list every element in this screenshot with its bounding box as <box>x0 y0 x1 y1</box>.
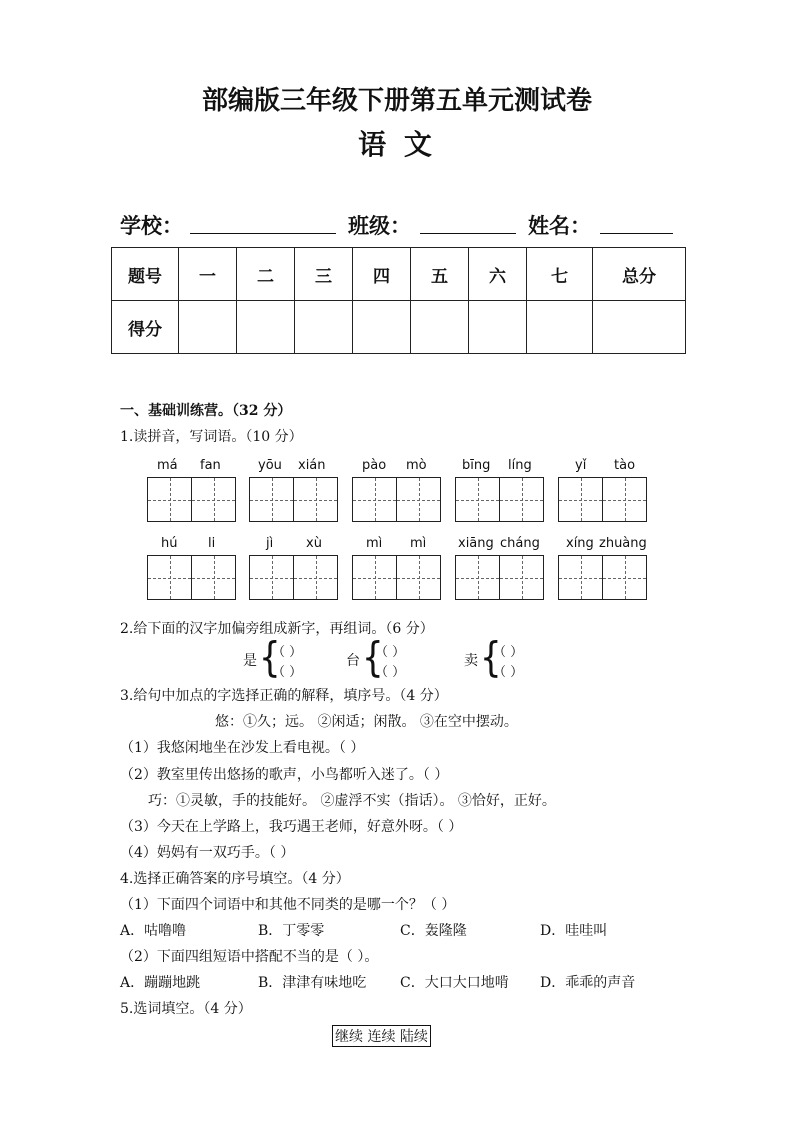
answer-paren[interactable]: （ ） <box>272 665 303 680</box>
column-header: 三 <box>295 248 353 301</box>
pinyin: hú <box>161 536 178 551</box>
pinyin: má <box>157 458 178 473</box>
question-3: 3.给句中加点的字选择正确的解释，填序号。（4 分） <box>120 688 448 704</box>
row-label-question: 题号 <box>112 248 179 301</box>
pinyin: li <box>208 536 216 551</box>
sentence-item: （4）妈妈有一双巧手。（ ） <box>120 845 295 861</box>
score-cell[interactable] <box>237 301 295 354</box>
score-cell[interactable] <box>469 301 527 354</box>
base-character: 卖 <box>464 653 478 669</box>
definition-line: 巧：①灵敏，手的技能好。 ②虚浮不实（指话）。 ③恰好，正好。 <box>148 793 556 809</box>
option: C．轰隆隆 <box>400 923 467 939</box>
pinyin: zhuàng <box>599 536 647 551</box>
base-character: 台 <box>346 653 360 669</box>
score-cell[interactable] <box>295 301 353 354</box>
answer-paren[interactable]: （ ） <box>493 645 524 660</box>
writing-grid[interactable] <box>249 555 338 600</box>
name-label: 姓名： <box>528 213 591 238</box>
column-header: 七 <box>527 248 593 301</box>
sentence-item: （1）我悠闲地坐在沙发上看电视。（ ） <box>120 740 365 756</box>
question-4: 4.选择正确答案的序号填空。（4 分） <box>120 871 350 887</box>
option: A．蹦蹦地跳 <box>120 975 201 991</box>
column-header-total: 总分 <box>593 248 686 301</box>
pinyin: mì <box>366 536 383 551</box>
writing-grid[interactable] <box>455 555 544 600</box>
pinyin: xián <box>298 458 326 473</box>
column-header: 六 <box>469 248 527 301</box>
brace-icon: { <box>259 634 281 682</box>
pinyin: líng <box>508 458 532 473</box>
option: A．咕噜噜 <box>120 923 187 939</box>
name-blank[interactable] <box>600 233 673 234</box>
answer-paren[interactable]: （ ） <box>272 645 303 660</box>
sentence-item: （3）今天在上学路上，我巧遇王老师，好意外呀。（ ） <box>120 819 463 835</box>
pinyin: jì <box>266 536 274 551</box>
option: B．津津有味地吃 <box>258 975 367 991</box>
option: B．丁零零 <box>258 923 325 939</box>
score-table-score-row <box>112 301 686 354</box>
school-blank[interactable] <box>190 233 336 234</box>
section-heading: 一、基础训练营。（32 分） <box>120 403 292 419</box>
writing-grid[interactable] <box>352 477 441 522</box>
column-header: 一 <box>179 248 237 301</box>
question-2: 2.给下面的汉字加偏旁组成新字，再组词。（6 分） <box>120 621 434 637</box>
school-label: 学校： <box>120 213 183 238</box>
writing-grid[interactable] <box>558 555 647 600</box>
subject-title: 语 文 <box>358 128 436 161</box>
exam-title: 部编版三年级下册第五单元测试卷 <box>201 86 592 116</box>
option: D．哇哇叫 <box>540 923 608 939</box>
writing-grid[interactable] <box>147 555 236 600</box>
writing-grid[interactable] <box>249 477 338 522</box>
score-table <box>111 247 686 354</box>
pinyin: xíng <box>566 536 594 551</box>
pinyin: xù <box>306 536 322 551</box>
sub-question: （2）下面四组短语中搭配不当的是（ ）。 <box>120 949 379 965</box>
score-table-header-row <box>112 248 686 301</box>
pinyin: tào <box>614 458 636 473</box>
definition-line: 悠：①久；远。 ②闲适；闲散。 ③在空中摆动。 <box>215 714 518 730</box>
column-header: 四 <box>353 248 411 301</box>
score-cell[interactable] <box>353 301 411 354</box>
base-character: 是 <box>243 653 257 669</box>
question-5: 5.选词填空。（4 分） <box>120 1001 252 1017</box>
question-1: 1.读拼音，写词语。（10 分） <box>120 429 303 445</box>
pinyin: pào <box>362 458 387 473</box>
pinyin: fan <box>200 458 221 473</box>
brace-icon: { <box>480 634 502 682</box>
writing-grid[interactable] <box>147 477 236 522</box>
answer-paren[interactable]: （ ） <box>375 645 406 660</box>
answer-paren[interactable]: （ ） <box>493 665 524 680</box>
answer-paren[interactable]: （ ） <box>375 665 406 680</box>
column-header: 五 <box>411 248 469 301</box>
class-blank[interactable] <box>420 233 516 234</box>
pinyin: mì <box>410 536 427 551</box>
pinyin: xiāng <box>458 536 494 551</box>
pinyin: yōu <box>258 458 282 473</box>
score-cell[interactable] <box>179 301 237 354</box>
sub-question: （1）下面四个词语中和其他不同类的是哪一个？（ ） <box>120 897 456 913</box>
writing-grid[interactable] <box>558 477 647 522</box>
class-label: 班级： <box>348 213 411 238</box>
score-cell-total[interactable] <box>593 301 686 354</box>
pinyin: yǐ <box>575 458 587 473</box>
writing-grid[interactable] <box>455 477 544 522</box>
row-label-score: 得分 <box>112 301 179 354</box>
word-bank: 继续 连续 陆续 <box>332 1025 431 1047</box>
score-cell[interactable] <box>411 301 469 354</box>
writing-grid[interactable] <box>352 555 441 600</box>
option: D．乖乖的声音 <box>540 975 636 991</box>
sentence-item: （2）教室里传出悠扬的歌声，小鸟都听入迷了。（ ） <box>120 767 449 783</box>
brace-icon: { <box>362 634 384 682</box>
score-cell[interactable] <box>527 301 593 354</box>
option: C．大口大口地啃 <box>400 975 509 991</box>
column-header: 二 <box>237 248 295 301</box>
pinyin: cháng <box>500 536 540 551</box>
pinyin: bīng <box>462 458 491 473</box>
pinyin: mò <box>406 458 427 473</box>
